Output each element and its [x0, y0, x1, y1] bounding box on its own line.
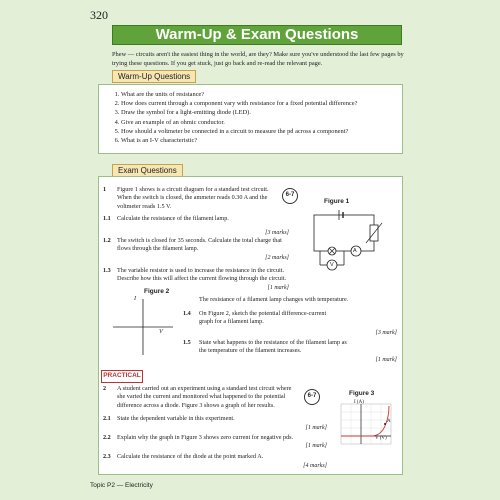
q1-3-text: The variable resistor is used to increase the resistance in the circuit. Describe how this will affect the current flowing through the circuit.: [117, 267, 287, 283]
q1-1-number: 1.1: [103, 215, 111, 222]
figure3-point-a: A: [387, 419, 391, 424]
q1-2-marks: [2 marks]: [265, 255, 289, 261]
figure2-label: Figure 2: [144, 288, 170, 295]
q1-5-text: State what happens to the resistance of the filament lamp as the temperature of the filament increases.: [199, 339, 347, 355]
q1-2-text: The switch is closed for 35 seconds. Calculate the total charge that flows through the filament lamp.: [117, 237, 282, 253]
page-title: Warm-Up & Exam Questions: [112, 25, 402, 45]
q2-3-text: Calculate the resistance of the diode at the point marked A.: [117, 453, 264, 460]
q2-1-number: 2.1: [103, 415, 111, 422]
page-footer: Topic P2 — Electricity: [90, 482, 153, 489]
warmup-item: 6. What is an I-V characteristic?: [121, 136, 402, 145]
q1-5-number: 1.5: [183, 339, 191, 346]
warmup-list: [99, 90, 402, 145]
warmup-item: 3. Draw the symbol for a light-emitting diode (LED).: [121, 108, 402, 117]
figure3-graph: [335, 400, 395, 452]
q1-2-number: 1.2: [103, 237, 111, 244]
figure3-label: Figure 3: [349, 390, 375, 397]
q2-1-marks: [1 mark]: [305, 425, 327, 431]
q2-3-marks: [4 marks]: [303, 463, 327, 469]
warmup-item: 1. What are the units of resistance?: [121, 90, 402, 99]
voltmeter-symbol: V: [330, 262, 334, 268]
q1-4-number: 1.4: [183, 310, 191, 317]
q2-number: 2: [103, 385, 107, 392]
warmup-item: 2. How does current through a component vary with resistance for a fixed potential difference?: [121, 99, 402, 108]
exam-heading: Exam Questions: [112, 164, 183, 177]
q2-grade: 6-7: [307, 393, 317, 399]
q2-1-text: State the dependent variable in this experiment.: [117, 415, 235, 422]
q2-text: A student carried out an experiment using a standard test circuit where she varied the current and monitored what happened to the potential difference across a diode. Figure 3 shows a graph of her results.: [117, 385, 292, 409]
q2-grade-badge: [304, 389, 320, 405]
q1-3-marks: [1 mark]: [267, 285, 289, 291]
q1-stem2: The resistance of a filament lamp changes with temperature.: [199, 296, 349, 303]
figure3-axis-i: I (A): [354, 400, 364, 405]
ammeter-symbol: A: [353, 248, 357, 254]
exam-panel: [98, 176, 403, 475]
q1-number: 1: [103, 186, 107, 193]
practical-label: PRACTICAL: [101, 370, 143, 383]
intro-text: Phew — circuits aren't the easiest thing in the world, are they? Make sure you've understood the last few pages by trying these questions. If you get stuck, just go back and re-read the relevant page.: [112, 51, 404, 67]
page-number: 320: [90, 8, 108, 22]
figure1-circuit: [304, 209, 394, 273]
figure2-axes: [111, 297, 175, 357]
q2-3-number: 2.3: [103, 453, 111, 460]
figure3-axis-v: V (V): [375, 436, 387, 441]
q1-5-marks: [1 mark]: [375, 357, 397, 363]
warmup-panel: [98, 84, 403, 154]
q1-1-text: Calculate the resistance of the filament lamp.: [117, 215, 229, 222]
warmup-heading: Warm-Up Questions: [112, 70, 196, 83]
q2-2-text: Explain why the graph in Figure 3 shows zero current for negative pds.: [117, 434, 294, 441]
figure1-label: Figure 1: [324, 198, 350, 205]
q1-grade: 6-7: [285, 192, 295, 198]
q1-text: Figure 1 shows is a circuit diagram for a standard test circuit. When the switch is closed, the ammeter reads 0.30 A and the voltmeter reads 1.5 V.: [117, 186, 269, 210]
figure2-axis-v: V: [159, 328, 163, 335]
q2-2-marks: [1 mark]: [305, 443, 327, 449]
figure2-axis-i: I: [134, 295, 137, 302]
q1-3-number: 1.3: [103, 267, 111, 274]
q1-4-marks: [3 mark]: [375, 330, 397, 336]
q1-1-marks: [3 marks]: [265, 230, 289, 236]
q1-4-text: On Figure 2, sketch the potential difference-current graph for a filament lamp.: [199, 310, 327, 326]
warmup-item: 5. How should a voltmeter be connected in a circuit to measure the pd across a component?: [121, 127, 402, 136]
q2-2-number: 2.2: [103, 434, 111, 441]
warmup-item: 4. Give an example of an ohmic conductor.: [121, 118, 402, 127]
q1-grade-badge: [282, 188, 298, 204]
